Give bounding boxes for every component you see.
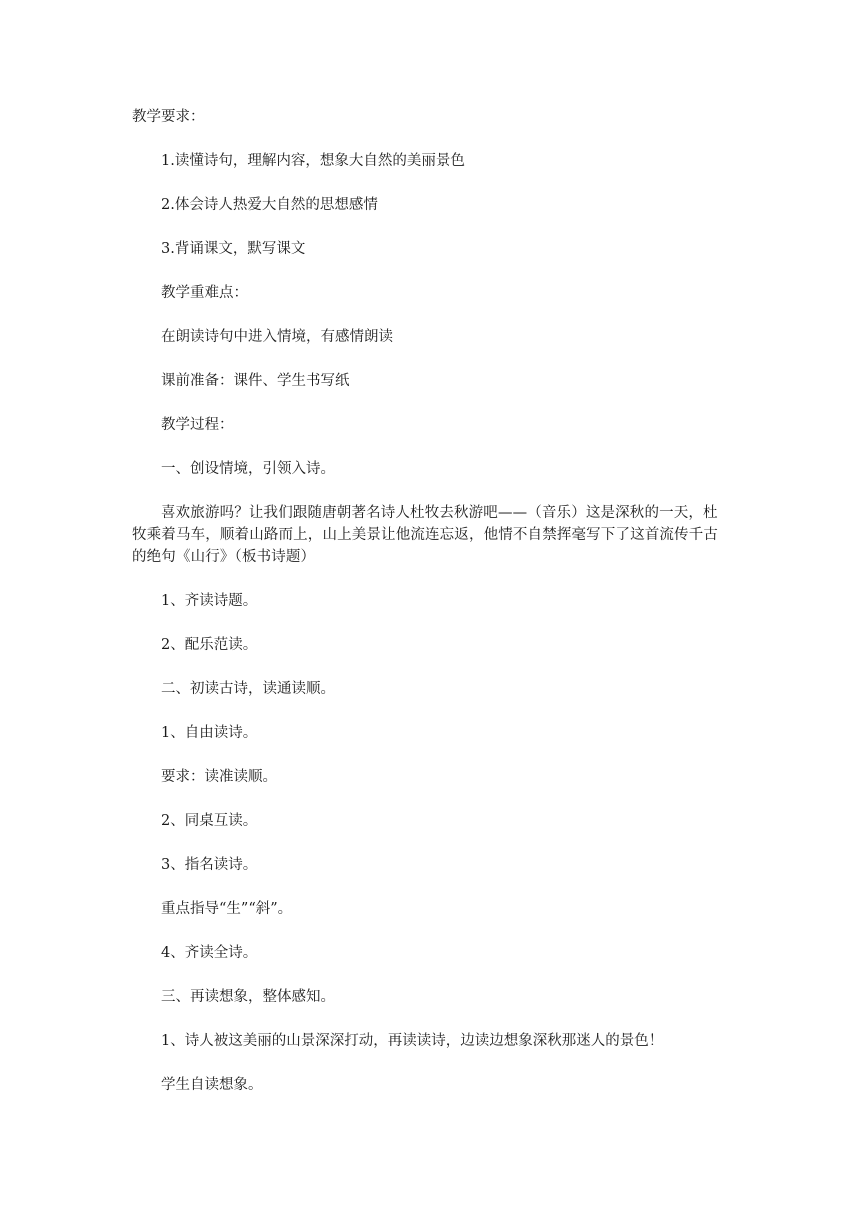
heading-key-points: 教学重难点： [161,285,248,301]
intro-paragraph: 喜欢旅游吗？让我们跟随唐朝著名诗人杜牧去秋游吧——（音乐）这是深秋的一天，杜牧乘着马车，顺着山路而上，山上美景让他流连忘返，他情不自禁挥毫写下了这首流传千古的绝句《山行》（板书诗题） [132,505,718,565]
step-free-reading: 1、自由读诗。 [161,725,258,741]
step-music-reading: 2、配乐范读。 [161,637,258,653]
reading-requirement: 要求：读准读顺。 [161,769,277,785]
step-read-title: 1、齐读诗题。 [161,593,258,609]
preparation-text: 课前准备：课件、学生书写纸 [161,373,350,389]
student-self-reading: 学生自读想象。 [161,1077,263,1093]
step-peer-reading: 2、同桌互读。 [161,813,258,829]
step-group-reading: 4、齐读全诗。 [161,945,258,961]
step-imagine-reading: 1、诗人被这美丽的山景深深打动，再读读诗，边读边想象深秋那迷人的景色！ [161,1033,664,1049]
document-body [132,106,732,1096]
heading-teaching-requirements: 教学要求： [132,109,205,125]
pronunciation-focus: 重点指导“生”“斜”。 [161,901,293,917]
key-point-text: 在朗读诗句中进入情境，有感情朗读 [161,329,393,345]
requirement-item-3: 3.背诵课文，默写课文 [161,241,306,257]
requirement-item-2: 2.体会诗人热爱大自然的思想感情 [161,197,378,213]
section-1-title: 一、创设情境，引领入诗。 [161,461,335,477]
step-named-reading: 3、指名读诗。 [161,857,258,873]
section-3-title: 三、再读想象，整体感知。 [161,989,335,1005]
section-2-title: 二、初读古诗，读通读顺。 [161,681,335,697]
heading-teaching-process: 教学过程： [161,417,234,433]
requirement-item-1: 1.读懂诗句，理解内容，想象大自然的美丽景色 [161,153,465,169]
